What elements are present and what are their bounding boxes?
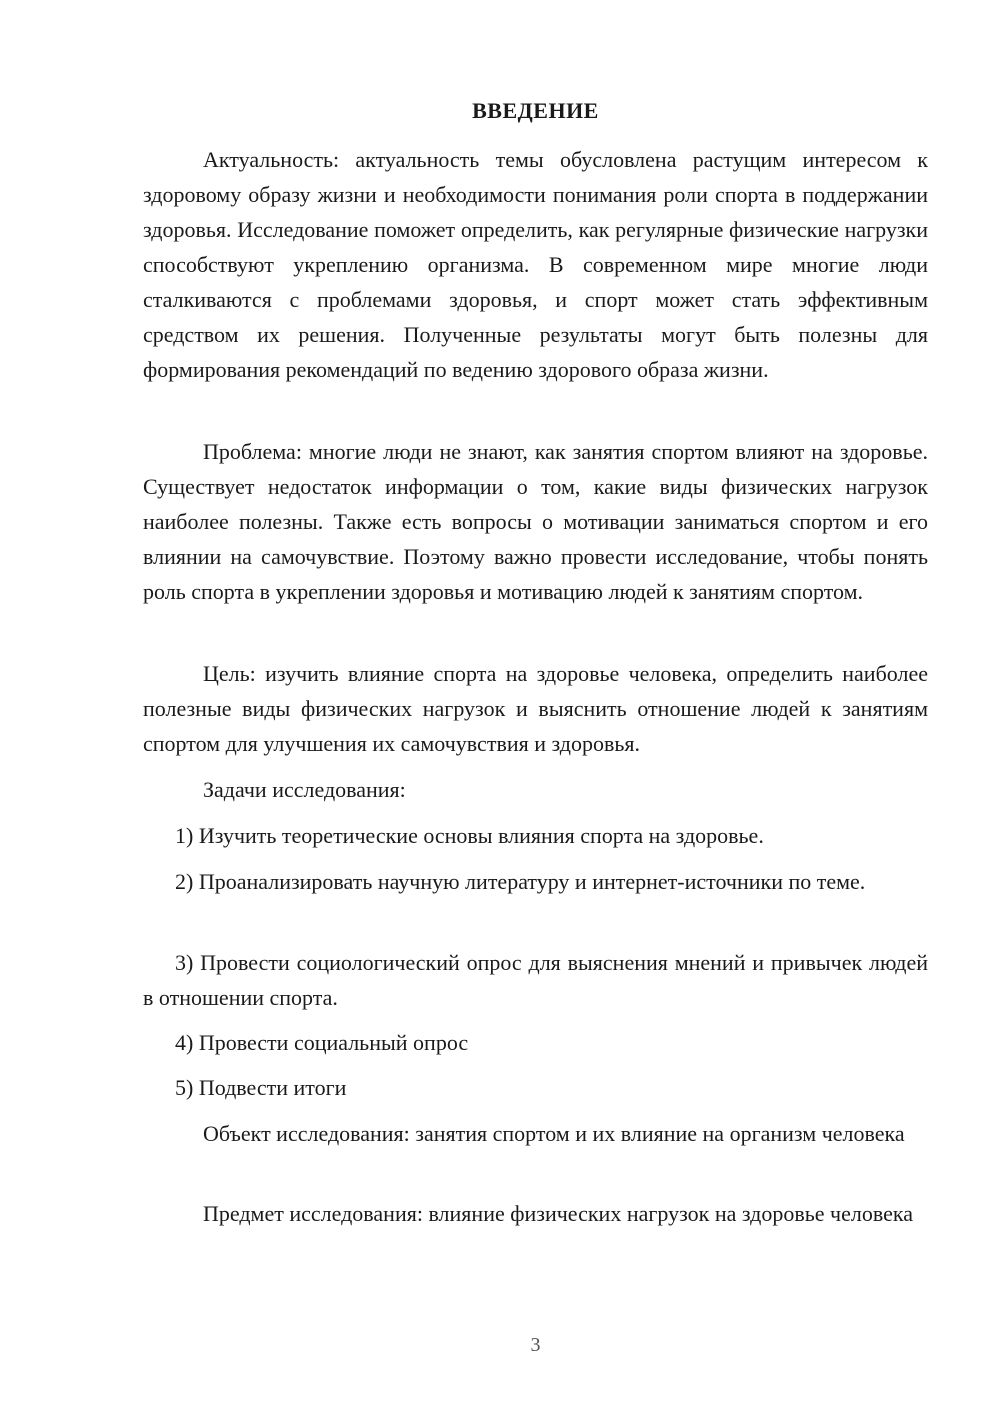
section-title: ВВЕДЕНИЕ <box>472 98 599 123</box>
tasks-heading: Задачи исследования: <box>203 777 406 802</box>
paragraph-object: Объект исследования: занятия спортом и их влияние на организм человека <box>203 1121 905 1146</box>
page-number: 3 <box>530 1334 541 1356</box>
task-item-3: 3) Провести социологический опрос для выяснения мнений и привычек людей в отношении спорта. <box>143 950 928 1010</box>
document-page <box>143 0 928 1414</box>
task-item-2: 2) Проанализировать научную литературу и интернет-источники по теме. <box>175 869 866 894</box>
paragraph-goal: Цель: изучить влияние спорта на здоровье человека, определить наиболее полезные виды физических нагрузок и выяснить отношение людей к занятиям спортом для улучшения их самочувствия и здоровья. <box>143 661 928 756</box>
paragraph-relevance: Актуальность: актуальность темы обусловлена растущим интересом к здоровому образу жизни и необходимости понимания роли спорта в поддержании здоровья. Исследование поможет определить, как регулярные физические нагрузки способствуют укреплению организма. В современном мире многие люди сталкиваются с проблемами здоровья, и спорт может стать эффективным средством их решения. Полученные результаты могут быть полезны для формирования рекомендаций по ведению здорового образа жизни. <box>143 147 928 382</box>
paragraph-problem: Проблема: многие люди не знают, как занятия спортом влияют на здоровье. Существует недостаток информации о том, какие виды физических нагрузок наиболее полезны. Также есть вопросы о мотивации заниматься спортом и его влиянии на самочувствие. Поэтому важно провести исследование, чтобы понять роль спорта в укреплении здоровья и мотивацию людей к занятиям спортом. <box>143 439 928 604</box>
task-item-1: 1) Изучить теоретические основы влияния спорта на здоровье. <box>175 823 764 848</box>
task-item-5: 5) Подвести итоги <box>175 1075 347 1100</box>
task-item-4: 4) Провести социальный опрос <box>175 1030 469 1055</box>
paragraph-subject: Предмет исследования: влияние физических нагрузок на здоровье человека <box>203 1201 914 1226</box>
